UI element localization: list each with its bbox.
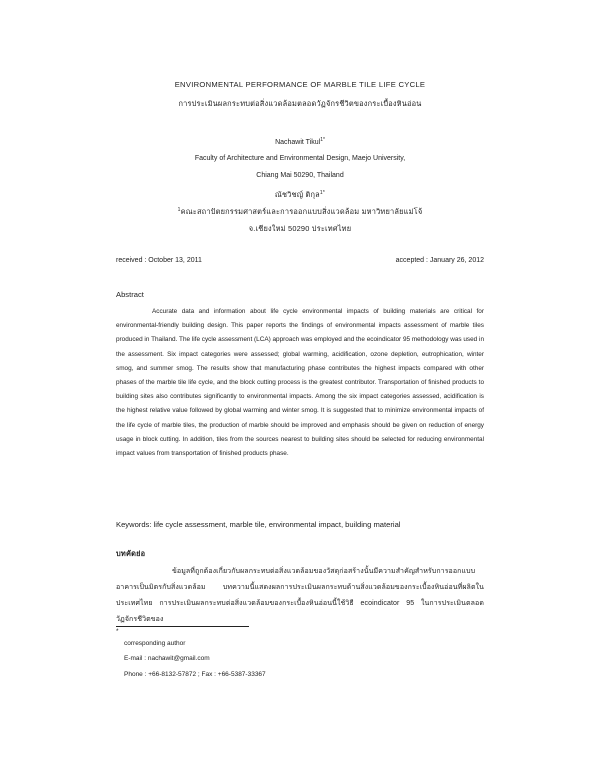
author-en-name: Nachawit Tikul: [275, 139, 321, 146]
thai-abstract-body: ข้อมูลที่ถูกต้องเกี่ยวกับผลกระทบต่อสิ่งแวดล้อมของวัสดุก่อสร้างนั้นมีความสำคัญสำหรับการออกแบบอาคารเป็นมิตรกับสิ่งแวดล้อม บทความนี้แสดงผลการประเมินผลกระทบด้านสิ่งแวดล้อมของกระเบื้องหินอ่อนที่ผลิตในประเทศไทย การประเมินผลกระทบต่อสิ่งแวดล้อมของกระเบื้องหินอ่อนนี้ใช้วิธี ecoindicator 95 ในการประเมินตลอดวัฏจักรชีวิตของ: [116, 568, 484, 623]
keywords-label: Keywords:: [116, 520, 152, 529]
affiliation-th-text-1: คณะสถาปัตยกรรมศาสตร์และการออกแบบสิ่งแวดล้อม มหาวิทยาลัยแม่โจ้: [180, 207, 423, 216]
affiliation-th-line-2: จ.เชียงใหม่ 50290 ประเทศไทย: [248, 224, 352, 233]
paper-title-th: การประเมินผลกระทบต่อสิ่งแวดล้อมตลอดวัฏจักรชีวิตของกระเบื้องหินอ่อน: [178, 99, 422, 108]
footnote-line-1: corresponding author: [124, 640, 186, 647]
author-th: [0, 189, 600, 201]
affiliation-en-line-2: Chiang Mai 50290, Thailand: [256, 172, 344, 179]
thai-abstract-heading: บทคัดย่อ: [116, 549, 146, 558]
accepted-date: accepted : January 26, 2012: [395, 257, 484, 264]
abstract-heading: Abstract: [116, 290, 144, 299]
keywords-text: life cycle assessment, marble tile, environmental impact, building material: [153, 520, 401, 529]
paper-title-en: ENVIRONMENTAL PERFORMANCE OF MARBLE TILE LIFE CYCLE: [174, 80, 426, 89]
author-en: [0, 137, 600, 146]
abstract-body: Accurate data and information about life cycle environmental impacts of building materials are critical for environmental-friendly building design. This paper reports the findings of environmental impacts assessment of marble tiles produced in Thailand. The life cycle assessment (LCA) approach was employed and the ecoindicator 95 methodology was used in the assessment. Six impact categories were assessed; global warming, acidification, ozone depletion, eutrophication, winter smog, and summer smog. The results show that manufacturing phase contributes the highest impacts compared with other phases of the marble tile life cycle, and the block cutting process is the greatest contributor. Transportation of finished products to building sites also contributes significantly to environmental impacts. Among the six impact categories assessed, acidification is the highest relative value followed by global warming and winter smog. It is suggested that to minimize environmental impacts of the life cycle of marble tiles, the production of marble should be improved and emphasis should be given on reduction of energy usage in block cutting. In addition, tiles from the sources nearest to building sites should be selected for reducing environmental impact values from transportation of finished products phase.: [116, 308, 484, 458]
keywords: [116, 520, 400, 529]
footnote-line-3: Phone : +66-8132-57872 ; Fax : +66-5387-33367: [124, 671, 266, 678]
author-th-name: ณัชวิชญ์ ติกุล: [274, 190, 320, 199]
received-date: received : October 13, 2011: [116, 257, 202, 264]
affiliation-th-line-1: [0, 206, 600, 218]
footnote-line-2: E-mail : nachawit@gmail.com: [124, 655, 210, 662]
affiliation-th-mark: 1: [177, 207, 181, 213]
footnote-symbol: *: [116, 628, 119, 635]
author-en-mark: 1*: [320, 137, 325, 143]
affiliation-en-line-1: Faculty of Architecture and Environmental Design, Maejo University,: [194, 155, 406, 162]
author-th-mark: 1*: [319, 190, 326, 196]
footnote-rule: [116, 626, 249, 627]
